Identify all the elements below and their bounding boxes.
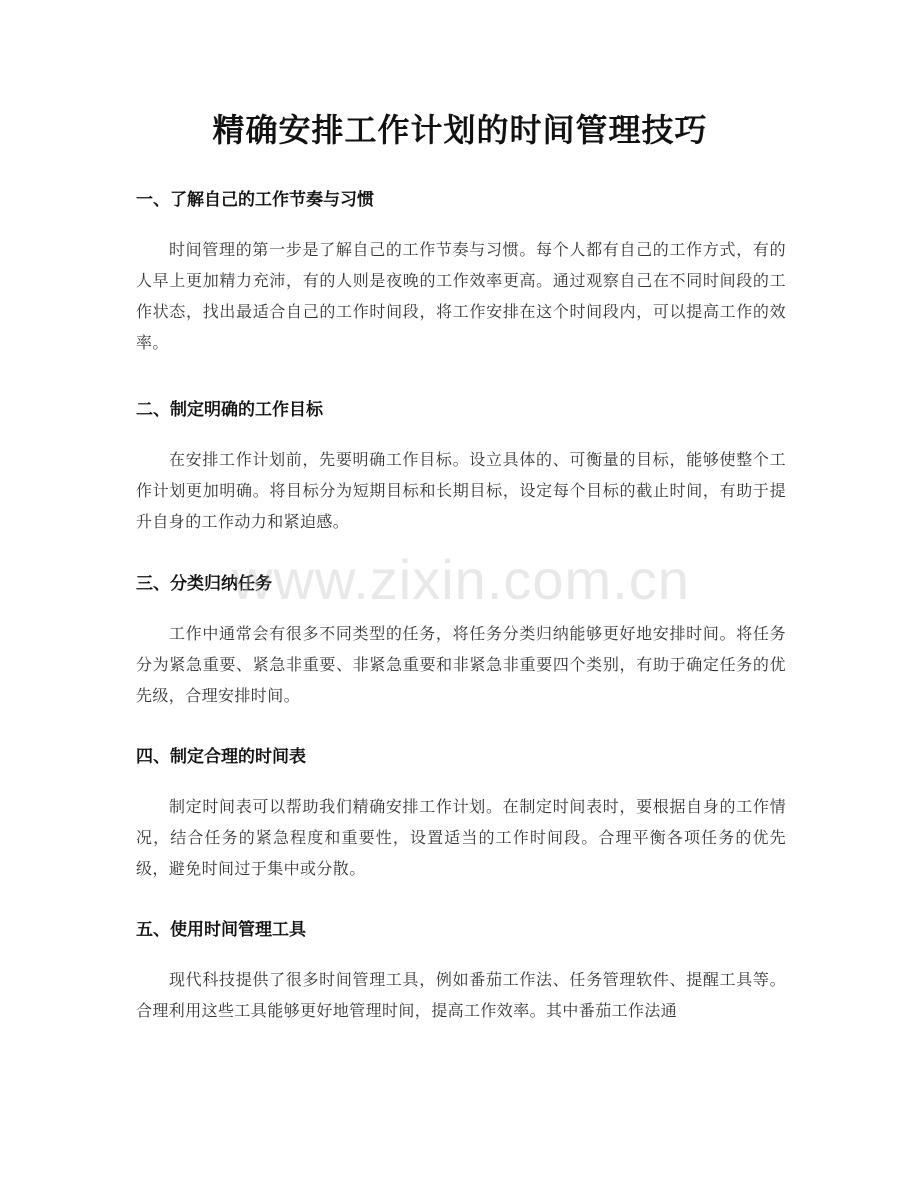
section-heading: 二、制定明确的工作目标 <box>136 400 323 420</box>
watermark: www.zixin.com.cn <box>232 548 690 611</box>
section-heading: 五、使用时间管理工具 <box>136 920 306 940</box>
section-heading: 一、了解自己的工作节奏与习惯 <box>136 190 374 210</box>
section-paragraph: 现代科技提供了很多时间管理工具，例如番茄工作法、任务管理软件、提醒工具等。合理利用这些工具能够更好地管理时间，提高工作效率。其中番茄工作法通 <box>136 970 786 1020</box>
document-title: 精确安排工作计划的时间管理技巧 <box>212 111 708 149</box>
section-paragraph: 时间管理的第一步是了解自己的工作节奏与习惯。每个人都有自己的工作方式，有的人早上更加精力充沛，有的人则是夜晚的工作效率更高。通过观察自己在不同时间段的工作状态，找出最适合自己的工作时间段，将工作安排在这个时间段内，可以提高工作的效率。 <box>136 240 786 352</box>
section-paragraph: 工作中通常会有很多不同类型的任务，将任务分类归纳能够更好地安排时间。将任务分为紧急重要、紧急非重要、非紧急重要和非紧急非重要四个类别，有助于确定任务的优先级，合理安排时间。 <box>136 624 786 705</box>
section-4 <box>136 745 786 884</box>
section-5 <box>136 918 786 1026</box>
section-heading: 三、分类归纳任务 <box>136 574 272 594</box>
section-1 <box>136 188 786 358</box>
section-heading: 四、制定合理的时间表 <box>136 747 306 767</box>
section-paragraph: 在安排工作计划前，先要明确工作目标。设立具体的、可衡量的目标，能够使整个工作计划更加明确。将目标分为短期目标和长期目标，设定每个目标的截止时间，有助于提升自身的工作动力和紧迫感。 <box>136 450 786 531</box>
section-paragraph: 制定时间表可以帮助我们精确安排工作计划。在制定时间表时，要根据自身的工作情况，结合任务的紧急程度和重要性，设置适当的工作时间段。合理平衡各项任务的优先级，避免时间过于集中或分散。 <box>136 797 786 878</box>
section-3 <box>136 572 786 711</box>
section-2 <box>136 398 786 537</box>
